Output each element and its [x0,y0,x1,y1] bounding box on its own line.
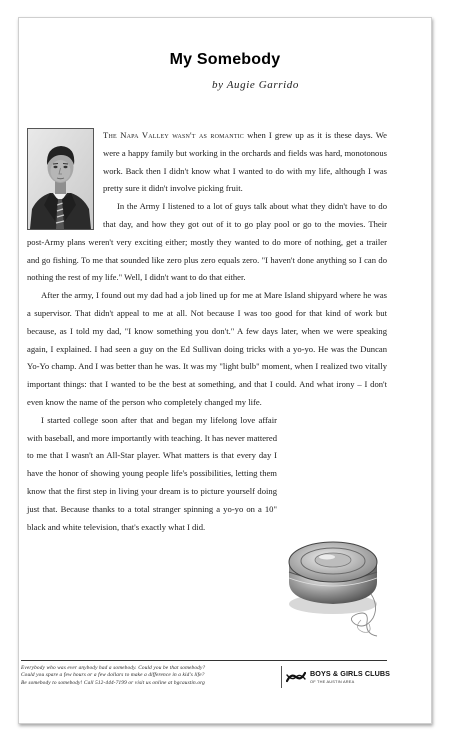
portrait-spacer [27,127,97,231]
club-name: BOYS & GIRLS CLUBS [310,669,391,678]
page-title: My Somebody [169,51,281,68]
article-body [27,127,387,536]
footer-divider [21,660,387,661]
paragraph-2: In the Army I listened to a lot of guys talk about what they didn't have to do that day, and how they got out of it to go play pool or go to the movies. Their post-Army plans weren't very exciting either; mostly they wanted to do more of nothing, get a trailer and go fishing. To me that sounded like zero plus zero equals zero. "I haven't done anything so I can do nothing the rest of my life." Well, I didn't want to do that either. [27,201,387,283]
paragraph-4 [27,412,387,537]
byline: by Augie Garrido [212,79,300,91]
footer-separator [281,666,282,688]
club-area: OF THE AUSTIN AREA [310,679,355,684]
paragraph-1-text: when I grew up as it is these days. We were a happy family but working in the orchards and fields was hard, monotonous work. Back then I didn't know what I wanted to do with my life, although I was pretty sure it didn't involve picking fruit. [103,130,387,194]
club-logo-icon [286,669,306,685]
yoyo-icon [283,524,387,640]
footer-line-1: Everybody who was ever anybody had a somebody. Could you be that somebody? [21,665,206,671]
paragraph-3: After the army, I found out my dad had a job lined up for me at Mare Island shipyard where he was a supervisor. That didn't appeal to me at all. Not because I was too good for that kind of work but because, as I told my dad, "I know something you don't." A few days later, when we were speaking again, I explained. I had seen a guy on the Ed Sullivan doing tricks with a yo-yo. He was the Duncan Yo-Yo champ. And I was better than he was. It was my "light bulb" moment, when I realized two vitally important things: that I wanted to be the best at something, and that I could. And what irony – I don't even know the name of the person who completely changed my life. [27,290,387,407]
yoyo-spacer [283,414,387,521]
lead-in: The Napa Valley wasn't as romantic [103,130,245,140]
paragraph-4-text: I started college soon after that and began my lifelong love affair with baseball, and more importantly with teaching. It has never mattered to me that I wasn't an All-Star player. What matters is that every day I have the honor of showing young people life's possibilities, letting them know that the first step in living your dream is to picture yourself doing just that. Because thanks to a total stranger spinning a yo-yo on a 10" black and white television, that's exactly what I did. [27,414,277,532]
footer-appeal [21,665,277,687]
yoyo-image [283,524,387,640]
hands-logo-icon [286,669,306,685]
footer-line-3: Be somebody to somebody! Call 512-444-7199 or visit us online at bgcaustin.org [21,679,205,686]
footer-line-2: Could you spare a few hours or a few dollars to make a difference in a kid's life? [21,672,205,679]
